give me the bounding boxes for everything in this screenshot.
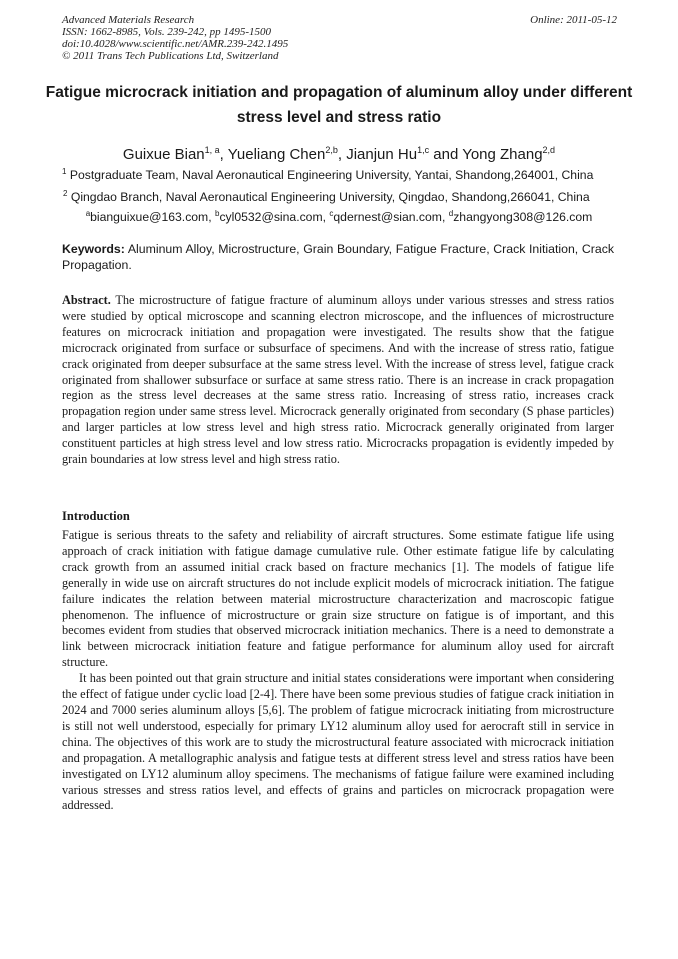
email-address: bianguixue@163.com (90, 210, 209, 225)
author-affil-sup: 1, a (204, 145, 220, 155)
author-name: Yueliang Chen (227, 146, 326, 163)
affiliation-number: 1 (62, 167, 67, 176)
copyright-line: © 2011 Trans Tech Publications Ltd, Switzerland (62, 50, 279, 62)
abstract-paragraph (62, 293, 614, 468)
affiliation-text: Qingdao Branch, Naval Aeronautical Engineering University, Qingdao, Shandong,266041, China (70, 190, 590, 205)
intro-paragraph-2: It has been pointed out that grain structure and initial states considerations were important when considering the effect of fatigue under cyclic load [2-4]. There have been some previous studies of fatigue crack initiation in 2024 and 7000 series aluminum alloys [5,6]. The problem of fatigue microcrack initiating from microstructure is still not well understood, especially for primary LY12 aluminum alloy used for aerocraft still in service in china. The objectives of this work are to study the microstructural feature associated with microcrack initiation and propagation. A metallographic analysis and fatigue tests at different stress level and stress ratios have been investigated on LY12 aluminum alloy specimens. The mechanisms of fatigue failure were examined including various stresses and stress ratios level, and effects of grains and particles on microcrack propagation were addressed. (62, 671, 614, 813)
journal-name: Advanced Materials Research (62, 14, 195, 26)
online-date: Online: 2011-05-12 (530, 14, 617, 26)
author-affil-sup: 2,b (325, 145, 338, 155)
abstract-label: Abstract. (62, 293, 111, 307)
author-separator: , (219, 146, 228, 163)
keywords-paragraph (62, 242, 614, 273)
author-name: Jianjun Hu (346, 146, 418, 163)
affiliation-number: 2 (63, 189, 68, 198)
intro-paragraph-1: Fatigue is serious threats to the safety and reliability of aircraft structures. Some estimate fatigue life using approach of crack initiation with fatigue damage cumulative rule. Other estimate fatigue life by calculating crack growth from an assumed initial crack based on fracture mechanics [1]. The models of fatigue life generally in wide use on aircraft structures do not include explicit models of microcrack initiation. The fatigue failure indicates the relation between material microstructure characterization and macroscopic fatigue phenomenon. The influence of microstructure or grain size structure on fatigue is of important, and this becomes evident from studies that observed microcrack initiation mechanics. There is a need to demonstrate a link between microcrack initiation feature and fatigue performance for aluminum alloy used for aircraft structure. (62, 528, 614, 670)
abstract-text: The microstructure of fatigue fracture of aluminum alloys under various stresses and stress ratios were studied by optical microscope and scanning electron microscope, and the influences of microstructure features on microcrack initiation and propagation were investigated. The results show that the fatigue microcrack originated from surface or subsurface of specimens. And with the increase of stress ratio, fatigue crack originated from deeper subsurface at the same stress level. With the increase of stress level, fatigue crack originated from shallower subsurface or surface at same stress ratio. There is an increase in crack propagation region as the stress level decreases at the same stress ratio. Increasing of stress ratio, increases crack propagation region under same stress level. Microcrack generally originated from secondary (S phase particles) and larger particles at low stress level and high stress ratio. Microcrack generally originated from larger constituent particles at high stress level and low stress ratio. Microcracks propagation is evidently impeded by grain boundaries at low stress level and high stress ratio. (62, 293, 614, 467)
email-sup: b (215, 209, 220, 218)
email-list (40, 206, 638, 225)
email-address: cyl0532@sina.com (219, 210, 323, 225)
doi-line: doi:10.4028/www.scientific.net/AMR.239-242.1495 (62, 38, 289, 50)
affiliation-1 (62, 164, 622, 183)
issn-line: ISSN: 1662-8985, Vols. 239-242, pp 1495-1500 (62, 26, 271, 38)
keywords-label: Keywords: (62, 242, 125, 256)
author-name: Guixue Bian (122, 146, 205, 163)
affiliation-2 (63, 186, 623, 205)
email-sup: c (329, 209, 334, 218)
keywords-text: Aluminum Alloy, Microstructure, Grain Boundary, Fatigue Fracture, Crack Initiation, Crack Propagation. (62, 242, 614, 272)
section-heading-introduction: Introduction (62, 509, 130, 523)
email-separator: , (208, 210, 215, 225)
journal-header (62, 14, 617, 62)
email-sup: d (448, 209, 454, 218)
email-address: qdernest@sian.com (333, 210, 442, 225)
email-separator: , (441, 210, 449, 225)
introduction-body (62, 528, 614, 814)
author-list (40, 140, 638, 165)
paper-title: Fatigue microcrack initiation and propagation of aluminum alloy under different stress level and stress ratio (45, 84, 633, 126)
author-affil-sup: 1,c (417, 145, 430, 155)
author-affil-sup: 2,d (542, 145, 556, 155)
email-sup: a (85, 209, 91, 218)
email-address: zhangyong308@126.com (453, 210, 593, 225)
author-separator: and (429, 146, 463, 163)
email-separator: , (322, 210, 330, 225)
affiliation-text: Postgraduate Team, Naval Aeronautical Engineering University, Yantai, Shandong,264001, China (69, 168, 594, 183)
author-separator: , (337, 146, 347, 163)
author-name: Yong Zhang (462, 146, 543, 163)
